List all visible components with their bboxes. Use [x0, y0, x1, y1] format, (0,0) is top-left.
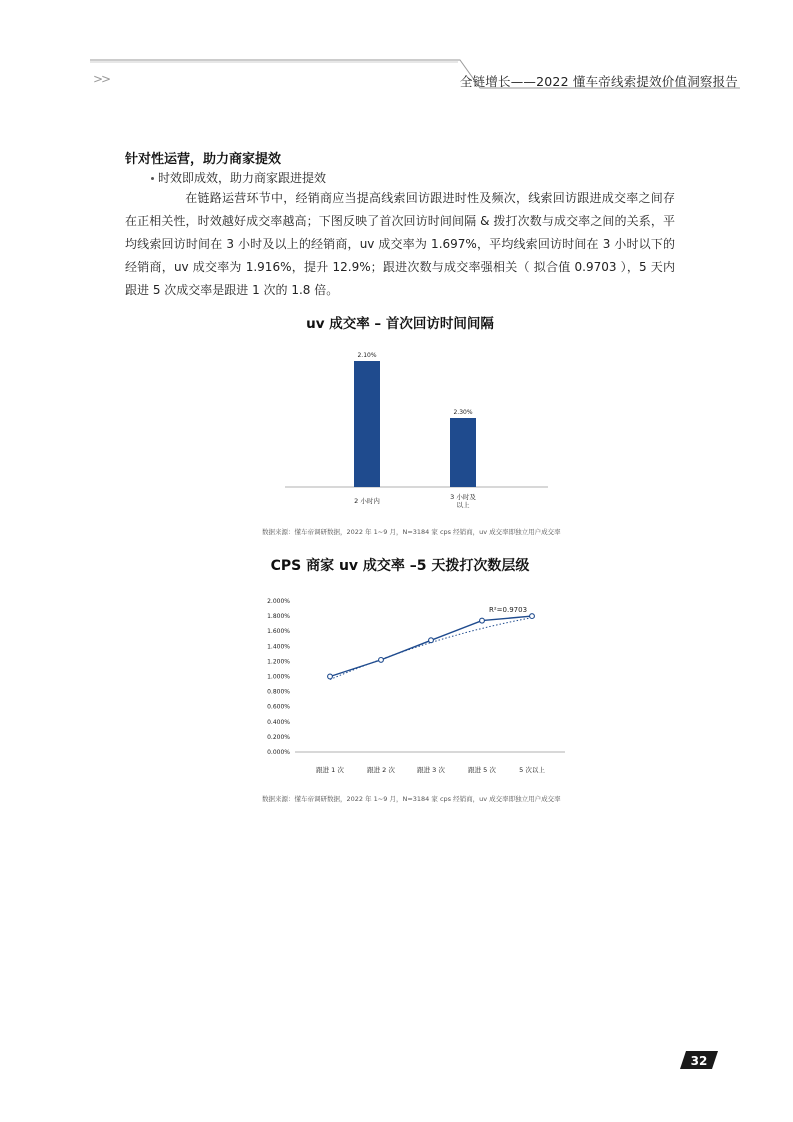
- y-tick-label-8: 1.600%: [267, 628, 290, 636]
- y-tick-label-0: 0.000%: [267, 749, 290, 756]
- page-number: 32: [690, 1054, 708, 1068]
- bar-0: [354, 361, 380, 487]
- header-title: 全链增长——2022 懂车帝线索提效价值洞察报告: [459, 74, 738, 89]
- x-tick-label-0-0: 2 小时内: [354, 497, 380, 505]
- x-tick-label-1: 跟进 2 次: [367, 766, 395, 774]
- y-tick-label-1: 0.200%: [267, 733, 290, 741]
- bar-data-label-1: 2.30%: [453, 409, 473, 416]
- data-point-0: [328, 674, 333, 679]
- header-chevron-icon: >>: [93, 72, 110, 86]
- bar-1: [450, 418, 476, 487]
- bullet-text: 时效即成效，助力商家跟进提效: [158, 171, 327, 185]
- y-tick-label-3: 0.600%: [267, 703, 290, 711]
- data-point-2: [429, 638, 434, 643]
- y-tick-label-5: 1.000%: [267, 673, 290, 681]
- y-tick-label-9: 1.800%: [267, 613, 290, 621]
- y-tick-label-10: 2.000%: [267, 598, 290, 605]
- chart2-title: CPS 商家 uv 成交率 –5 天拨打次数层级: [270, 558, 530, 574]
- x-tick-label-1-0: 3 小时及: [450, 493, 476, 501]
- series-line: [330, 616, 532, 676]
- bullet-item: [151, 169, 326, 186]
- chart1-source: 数据来源：懂车帝调研数据，2022 年 1~9 月，N=3184 家 cps 经销商，uv 成交率即独立用户成交率: [262, 528, 561, 536]
- data-point-1: [379, 657, 384, 662]
- bar-data-label-0: 2.10%: [357, 352, 377, 359]
- y-tick-label-2: 0.400%: [267, 718, 290, 726]
- x-tick-label-2: 跟进 3 次: [417, 766, 445, 774]
- paragraph-text: 在链路运营环节中，经销商应当提高线索回访跟进时性及频次，线索回访跟进成交率之间存在正相关性，时效越好成交率越高；下图反映了首次回访时间间隔 & 拨打次数与成交率之间的关系，平均线索回访时间在 3 小时及以上的经销商，uv 成交率为 1.697%，平均线索回访时间在 3 小时以下的经销商，uv 成交率为 1.916%，提升 12.9%；跟进次数与成交率强相关（ 拟合值 0.9703 ），5 天内跟进 5 次成交率是跟进 1 次的 1.8 倍。: [125, 191, 675, 297]
- x-tick-label-0: 跟进 1 次: [316, 766, 344, 774]
- section-title: 针对性运营，助力商家提效: [125, 152, 282, 167]
- x-tick-label-4: 5 次以上: [519, 766, 545, 774]
- chart1-title: uv 成交率 – 首次回访时间间隔: [306, 316, 494, 332]
- y-tick-label-4: 0.800%: [267, 688, 290, 696]
- chart2-source: 数据来源：懂车帝调研数据，2022 年 1~9 月，N=3184 家 cps 经销商，uv 成交率即独立用户成交率: [262, 795, 561, 803]
- body-paragraph: [125, 187, 675, 302]
- y-tick-label-6: 1.200%: [267, 658, 290, 666]
- x-tick-label-3: 跟进 5 次: [468, 766, 496, 774]
- trendline: [330, 618, 532, 680]
- page-number-badge: [680, 1049, 720, 1071]
- data-point-3: [480, 618, 485, 623]
- r-squared-annotation: R²=0.9703: [489, 606, 528, 614]
- y-tick-label-7: 1.400%: [267, 643, 290, 651]
- x-tick-label-1-1: 以上: [456, 501, 470, 509]
- data-point-4: [530, 614, 535, 619]
- bullet-dot-icon: [151, 177, 154, 180]
